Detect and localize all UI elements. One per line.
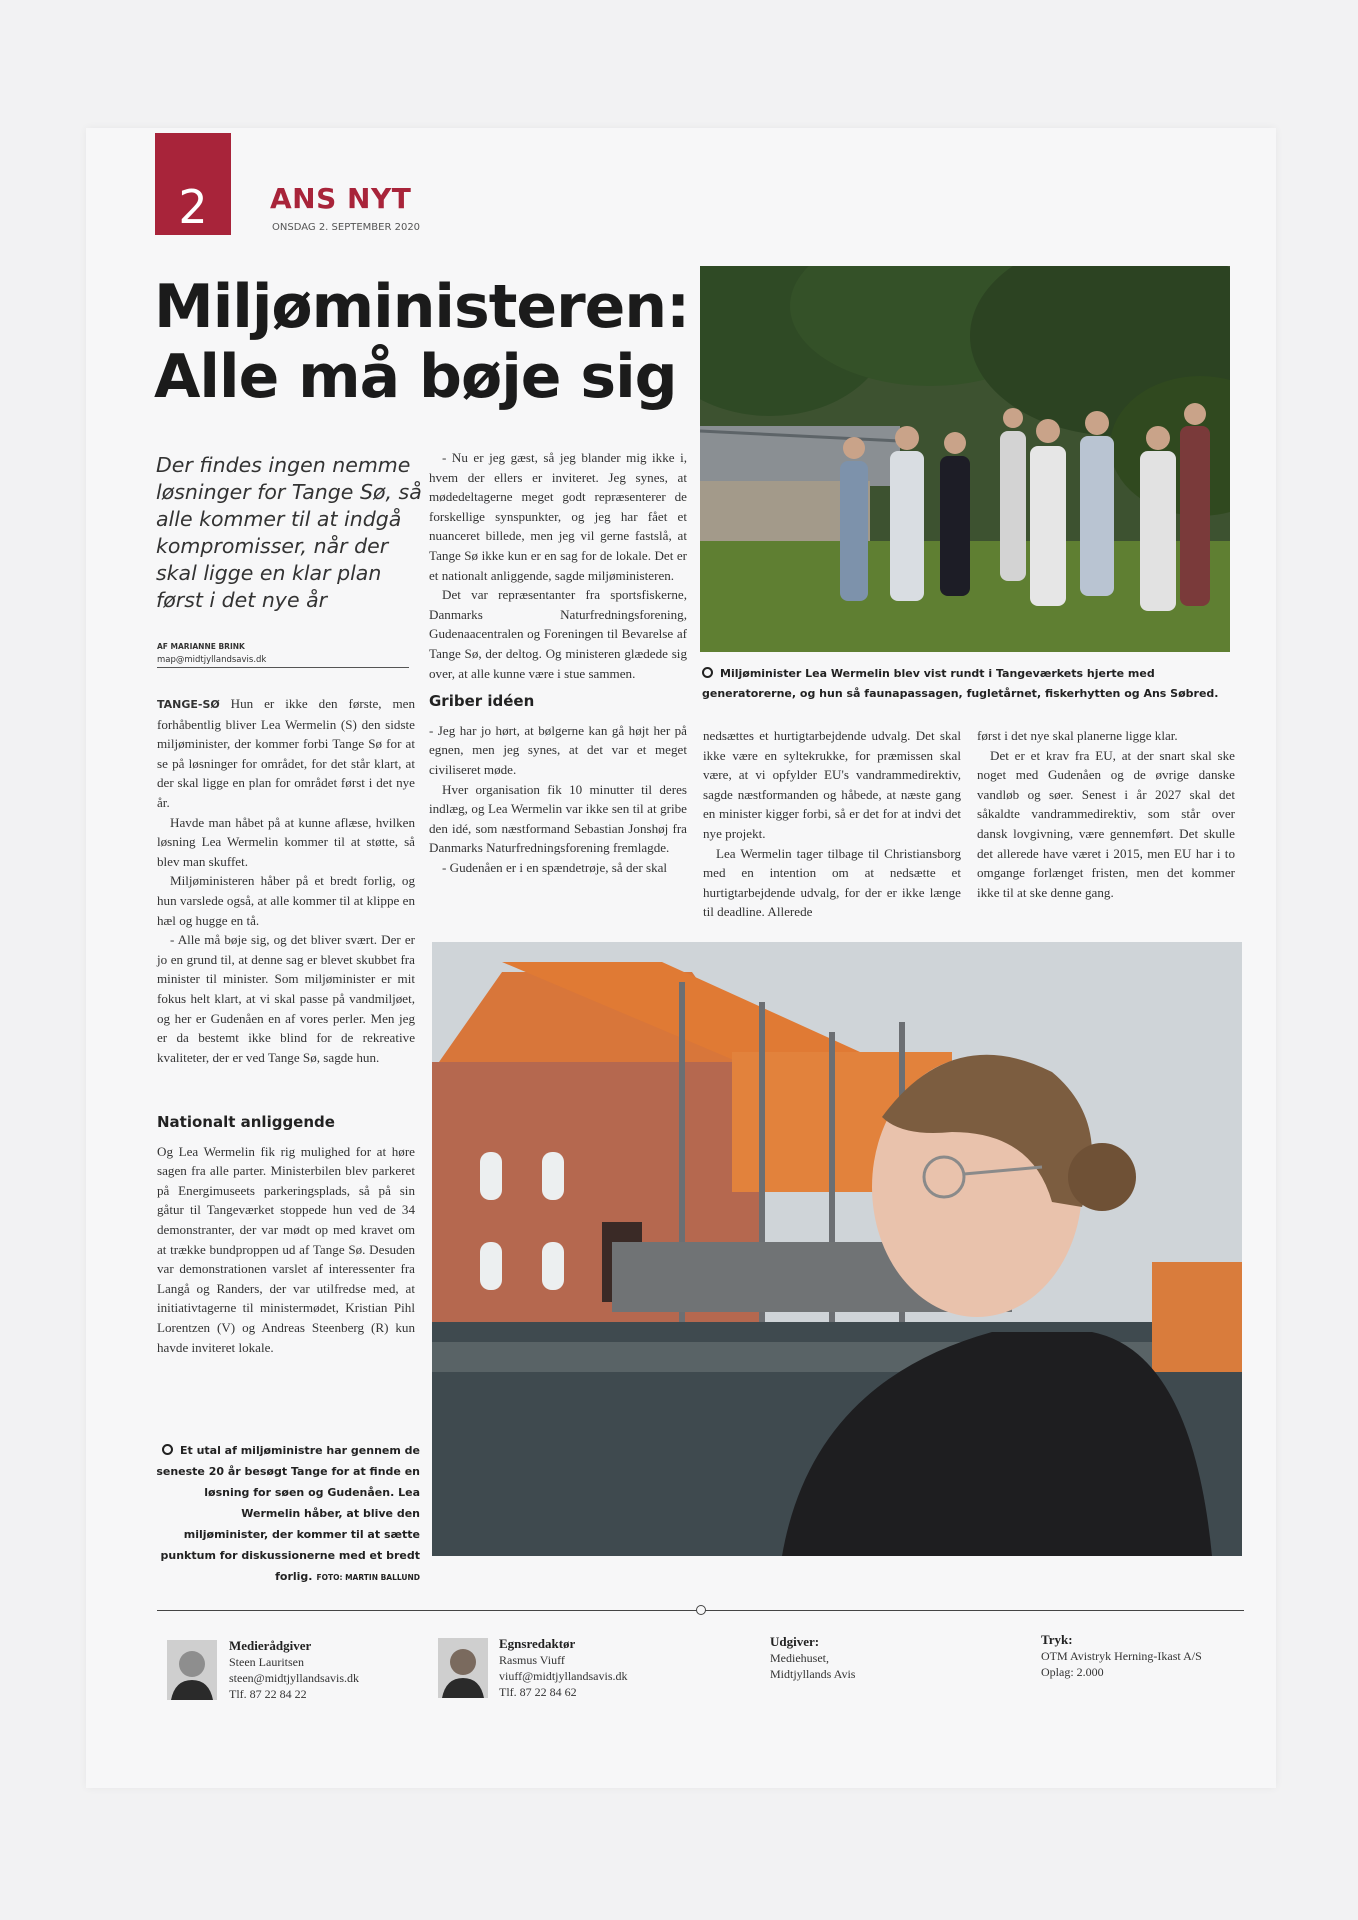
advisor-role: Medierådgiver — [229, 1638, 312, 1653]
print-role: Tryk: — [1041, 1632, 1073, 1647]
page-number: 2 — [155, 133, 231, 235]
footer-divider-ornament — [696, 1605, 706, 1615]
headline-line-2: Alle må bøje sig — [154, 342, 677, 413]
article-column-2 — [429, 448, 687, 877]
paragraph: - Nu er jeg gæst, så jeg blander mig ikke i, hvem der ellers er inviteret. Jeg synes, at mødedeltagerne meget godt repræsenterer de forskellige synspunkter, og jeg har fået et nuanceret billede, men jeg vil gerne fastslå, at Tange Sø ikke kun er en sag for de lokale. Det er et nationalt anliggende, sagde miljøministeren. — [429, 450, 687, 583]
publisher-info — [770, 1634, 855, 1682]
minister-portrait-photo — [432, 942, 1242, 1556]
paragraph: først i det nye skal planerne ligge klar. — [977, 728, 1178, 743]
subheading: Nationalt anliggende — [157, 1113, 335, 1131]
editor-avatar — [438, 1638, 488, 1698]
article-column-1 — [157, 694, 415, 1067]
paragraph: - Jeg har jo hørt, at bølgerne kan gå højt her på egnen, men jeg synes, at det var et meget civiliseret møde. — [429, 722, 687, 777]
article-column-3 — [703, 726, 961, 922]
caption-bullet-icon — [162, 1444, 173, 1455]
caption-bullet-icon — [702, 667, 713, 678]
paragraph: - Gudenåen er i en spændetrøje, så der skal — [442, 859, 668, 875]
group-photo — [700, 266, 1230, 652]
editor-phone: Tlf. 87 22 84 62 — [499, 1685, 577, 1699]
advisor-contact — [229, 1638, 359, 1702]
photo-caption-1: Miljøminister Lea Wermelin blev vist rundt i Tangeværkets hjerte med generatorerne, og hun så faunapassagen, fugletårnet, fiskerhytten og Ans Søbred. — [702, 667, 1219, 700]
photo-caption-2: Et utal af miljøministre har gennem de seneste 20 år besøgt Tange for at finde en løsning for søen og Gudenåen. Lea Wermelin håber, at blive den miljøminister, der kommer til at sætte punktum for diskussionerne med et bredt forlig. FOTO: MARTIN BALLUND — [156, 1444, 420, 1583]
publisher-line-1: Mediehuset, — [770, 1651, 829, 1665]
dateline: TANGE-SØ — [157, 698, 220, 711]
byline-email: map@midtjyllandsavis.dk — [157, 655, 267, 665]
headline — [154, 272, 694, 412]
byline-divider — [157, 667, 409, 668]
paragraph: Lea Wermelin tager tilbage til Christiansborg med en intention om at nedsætte et hurtigtarbejdende udvalg, for der er ikke længe til deadline. Allerede — [703, 845, 961, 920]
article-column-1-continued — [157, 1104, 415, 1357]
subheading: Griber idéen — [429, 692, 535, 711]
issue-date: ONSDAG 2. SEPTEMBER 2020 — [272, 222, 421, 233]
paragraph: Havde man håbet på at kunne aflæse, hvilken løsning Lea Wermelin kommer til at støtte, så blev man skuffet. — [157, 814, 415, 869]
editor-role: Egnsredaktør — [499, 1636, 576, 1651]
advisor-name: Steen Lauritsen — [229, 1655, 304, 1669]
paragraph: Miljøministeren håber på et bredt forlig, og hun varslede også, at alle kommer til at klippe en hæl og hugge en tå. — [157, 873, 415, 928]
lead-text: Der findes ingen nemme løsninger for Tange Sø, så alle kommer til at indgå kompromisser, når der skal ligge en klar plan først i det nye år — [156, 453, 422, 612]
editor-contact — [499, 1636, 628, 1700]
print-info — [1041, 1632, 1202, 1680]
advisor-email[interactable]: steen@midtjyllandsavis.dk — [229, 1671, 360, 1685]
paragraph: Det er et krav fra EU, at der snart skal ske noget med Gudenåen og de øvrige danske vandløb og søer. Senest i år 2027 skal det såkaldte vandrammedirektiv, som står over dansk lovgivning, være gennemført. Det skulle det allerede have været i 2015, men EU har i to omgange forlænget fristen, men det kommer ikke til at ske denne gang. — [977, 747, 1235, 900]
section-title: ANS NYT — [270, 182, 412, 215]
group-photo-illustration — [700, 266, 1230, 652]
publisher-role: Udgiver: — [770, 1634, 820, 1649]
paragraph: Og Lea Wermelin fik rig mulighed for at høre sagen fra alle parter. Ministerbilen blev parkeret på Energimuseets parkeringsplads, så på sin gåtur til Tangeværket stoppede hun ved de 34 demonstranter, der var mødt op med kravet om at trække bundproppen ud af Tange Sø. Desuden var demonstrationen varslet af interessenter fra Langå og Randers, der var utilfredse med, at initiativtagerne til ministermødet, Kristian Pihl Lorentzen (V) og Andreas Steenberg (R) kun havde inviteret lokale. — [157, 1143, 415, 1355]
minister-portrait-illustration — [432, 942, 1242, 1556]
advisor-avatar — [167, 1640, 217, 1700]
paragraph: TANGE-SØ Hun er ikke den første, men forhåbentlig bliver Lea Wermelin (S) den sidste miljøminister, der kommer forbi Tange Sø for at se på løsninger for området, for det står klart, at der skal ligge en plan for området først i det nye år. — [157, 696, 415, 810]
print-line-2: Oplag: 2.000 — [1041, 1665, 1104, 1679]
print-line-1: OTM Avistryk Herning-Ikast A/S — [1041, 1649, 1202, 1663]
advisor-phone: Tlf. 87 22 84 22 — [229, 1687, 307, 1701]
paragraph: Det var repræsentanter fra sportsfiskerne, Danmarks Naturfredningsforening, Gudenaacentralen og Foreningen til Bevarelse af Tange Sø, der deltog. Og ministeren glædede sig over, at alle kunne være i stue sammen. — [429, 587, 687, 681]
paragraph: Hver organisation fik 10 minutter til deres indlæg, og Lea Wermelin var ikke sen til at gribe den idé, som næstformand Sebastian Jonshøj fra Danmarks Naturfredningsforening fremlagde. — [429, 781, 687, 856]
editor-email[interactable]: viuff@midtjyllandsavis.dk — [499, 1669, 628, 1683]
byline: AF MARIANNE BRINK — [157, 642, 245, 651]
headline-line-1: Miljøministeren: — [154, 272, 690, 342]
paragraph: - Alle må bøje sig, og det bliver svært. Der er jo en grund til, at denne sag er blevet skubbet fra minister til minister. Som miljøminister er mit fokus helt klart, at vi skal passe på vandmiljøet, og her er Gudenåen en af vores perler. Men jeg er da bestemt ikke blind for de rekreative kvaliteter, der er ved Tange Sø, sagde hun. — [157, 932, 415, 1065]
paragraph: nedsættes et hurtigtarbejdende udvalg. Det skal ikke være en syltekrukke, for præmissen skal være, at vi opfylder EU's vandrammedirektiv, sagde næstformanden og håbede, at næste gang en minister kigger forbi, så er det for at indvi det nye projekt. — [703, 728, 961, 841]
editor-name: Rasmus Viuff — [499, 1653, 565, 1667]
publisher-line-2: Midtjyllands Avis — [770, 1667, 856, 1681]
photographer-credit: FOTO: MARTIN BALLUND — [316, 1573, 420, 1582]
article-column-4 — [977, 726, 1235, 902]
